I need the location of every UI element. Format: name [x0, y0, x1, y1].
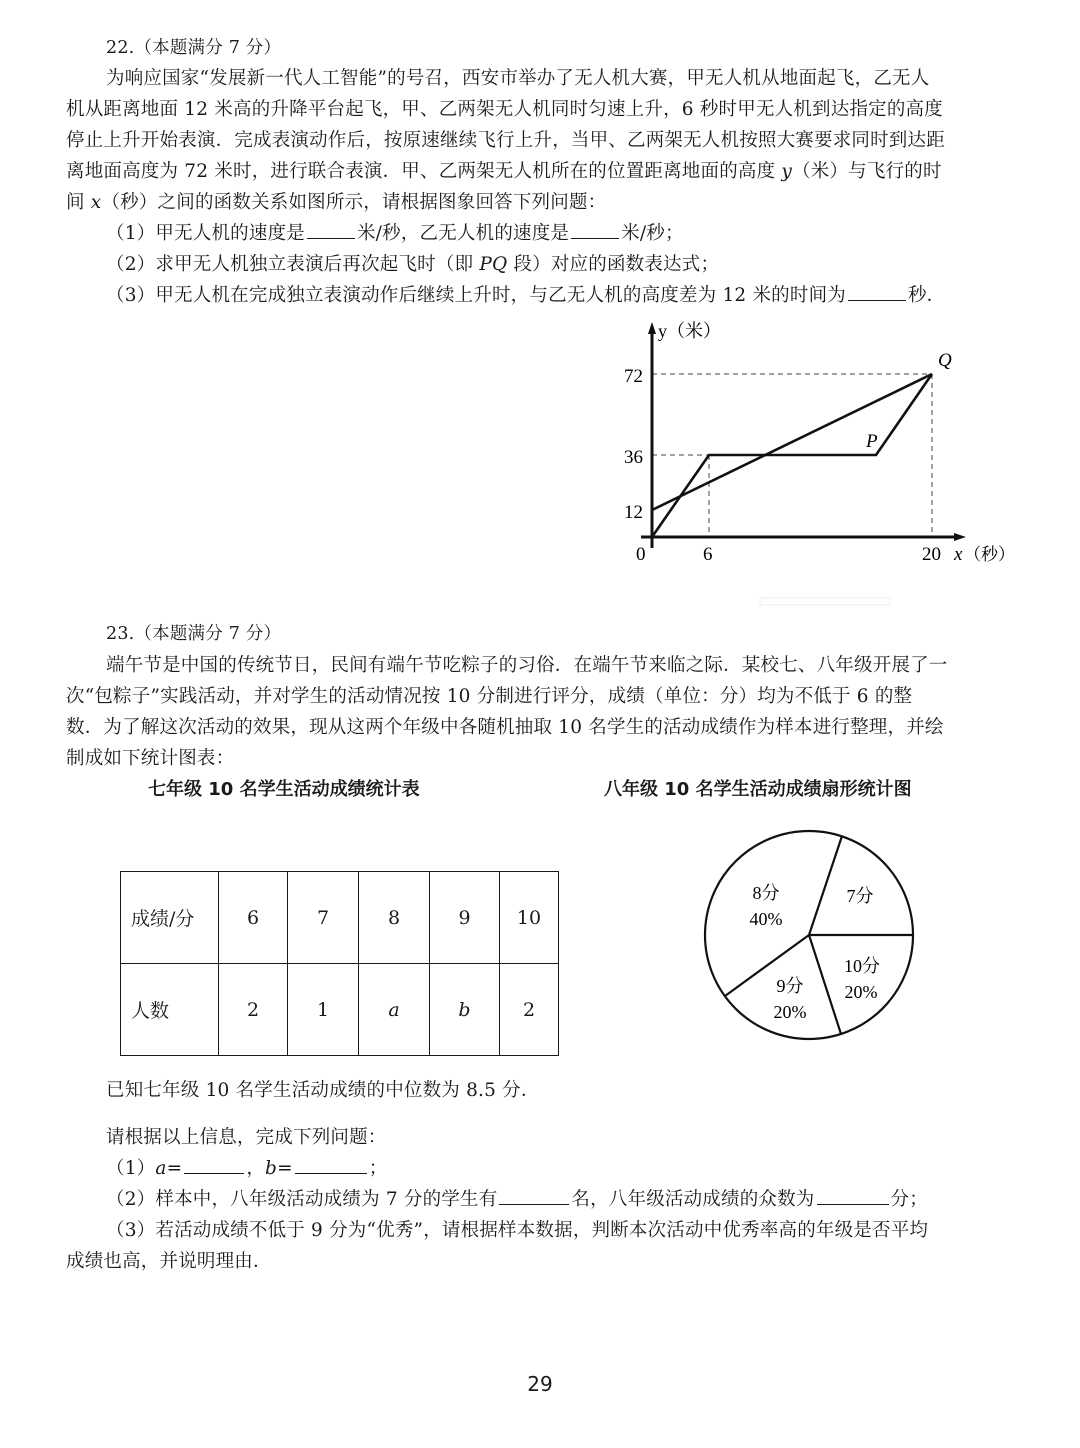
x-axis-var: x [954, 544, 963, 565]
table-cell: 1 [288, 964, 359, 1056]
var-y: y [781, 161, 793, 182]
equals-b: = [277, 1158, 293, 1179]
q23-text-line-2: 次“包粽子”实践活动，并对学生的活动情况按 10 分制进行评分，成绩（单位：分）均为不低于 6 的整 [66, 686, 913, 707]
var-b: b [265, 1158, 278, 1179]
x-axis-unit: （秒） [964, 545, 1015, 564]
pie-slice-7-label: 7分 [846, 886, 874, 906]
answer-blank-a[interactable] [184, 1155, 244, 1174]
q22-text-line-5-b: （秒）之间的函数关系如图所示，请根据图象回答下列问题： [101, 192, 607, 213]
pie-slice-8-percent: 40% [749, 909, 783, 929]
answer-blank-mode[interactable] [817, 1186, 889, 1205]
q22-sub1 [106, 218, 1076, 249]
page-number: 29 [527, 1372, 553, 1396]
table-cell: 6 [219, 872, 288, 964]
table-title: 七年级 10 名学生活动成绩统计表 [148, 779, 420, 800]
q23-sub1-a: （1） [106, 1158, 156, 1179]
answer-blank-speed-jia[interactable] [307, 220, 355, 239]
pie-slice-10-percent: 20% [844, 982, 878, 1002]
pie-slice-9-percent: 20% [773, 1002, 807, 1022]
q22-heading: 22.（本题满分 7 分） [106, 38, 282, 58]
table-cell: 7 [288, 872, 359, 964]
pie-slice-9-label: 9分 [776, 976, 804, 996]
origin-label: 0 [636, 544, 646, 565]
q23-sub2-a: （2）样本中，八年级活动成绩为 7 分的学生有 [106, 1189, 498, 1210]
q22-text-line-5-a: 间 [66, 192, 85, 213]
scan-artifact [760, 598, 890, 605]
pie-slice-10-label: 10分 [844, 956, 880, 976]
q22-text-line-4 [66, 156, 1036, 187]
equals-a: = [166, 1158, 183, 1179]
x-tick-20: 20 [922, 544, 941, 565]
var-x: x [90, 192, 102, 213]
answer-blank-b[interactable] [295, 1155, 367, 1174]
q23-heading: 23.（本题满分 7 分） [106, 624, 282, 644]
q22-sub1-a: （1）甲无人机的速度是 [106, 223, 305, 244]
pie-slice-8-label: 8分 [752, 883, 780, 903]
q23-text-line-1: 端午节是中国的传统节日，民间有端午节吃粽子的习俗．在端午节来临之际．某校七、八年级开展了一 [106, 655, 948, 676]
table-cell: 8 [359, 872, 430, 964]
table-cell-var-a: a [359, 964, 430, 1056]
q22-sub1-c: 米/秒； [621, 223, 684, 244]
point-p-label: P [866, 431, 878, 452]
q23-sub2-c: 分； [890, 1189, 928, 1210]
grade8-pie-chart [690, 820, 930, 1050]
q22-text-line-5 [66, 187, 1036, 218]
q22-text-line-1: 为响应国家“发展新一代人工智能”的号召，西安市举办了无人机大赛，甲无人机从地面起飞，乙无人 [106, 68, 930, 89]
q22-sub2-b: 段）对应的函数表达式； [507, 254, 720, 275]
y-axis-arrow-icon [648, 322, 656, 334]
series-jia-line [652, 374, 932, 537]
q23-sub1-sep: ， [246, 1158, 266, 1179]
y-tick-36: 36 [624, 447, 643, 468]
q22-text-line-2: 机从距离地面 12 米高的升降平台起飞，甲、乙两架无人机同时匀速上升，6 秒时甲无人机到达指定的高度 [66, 99, 943, 120]
q23-sub3-line-2: 成绩也高，并说明理由． [66, 1251, 272, 1272]
q22-text-line-3: 停止上升开始表演．完成表演动作后，按原速继续飞行上升，当甲、乙两架无人机按照大赛要求同时到达距 [66, 130, 945, 151]
x-axis-arrow-icon [954, 533, 966, 541]
var-a: a [155, 1158, 167, 1179]
answer-blank-count-7[interactable] [499, 1186, 569, 1205]
q23-text-line-3: 数．为了解这次活动的效果，现从这两个年级中各随机抽取 10 名学生的活动成绩作为样本进行整理，并绘 [66, 717, 944, 738]
table-header-count: 人数 [121, 964, 219, 1056]
q22-sub2-a: （2）求甲无人机独立表演后再次起飞时（即 [106, 254, 480, 275]
table-cell: 2 [219, 964, 288, 1056]
q23-text-line-4: 制成如下统计图表： [66, 748, 235, 769]
q22-sub2 [106, 249, 1076, 280]
grade7-score-table [120, 871, 559, 1056]
q22-sub1-b: 米/秒，乙无人机的速度是 [356, 223, 570, 244]
q23-sub1-end: ； [368, 1158, 388, 1179]
table-cell-var-b: b [430, 964, 500, 1056]
table-header-score: 成绩/分 [121, 872, 219, 964]
answer-blank-time[interactable] [848, 282, 906, 301]
q22-sub3 [106, 280, 1076, 311]
q22-sub3-b: 秒． [907, 285, 946, 306]
table-cell: 2 [500, 964, 559, 1056]
q22-text-line-4-b: （米）与飞行的时 [792, 161, 942, 182]
y-tick-12: 12 [624, 502, 643, 523]
y-tick-72: 72 [624, 366, 643, 387]
drone-height-graph [600, 315, 1020, 615]
segment-pq: PQ [479, 254, 508, 275]
q23-sub3-line-1: （3）若活动成绩不低于 9 分为“优秀”，请根据样本数据，判断本次活动中优秀率高的年级是否平均 [106, 1220, 929, 1241]
table-cell: 9 [430, 872, 500, 964]
q22-text-line-4-a: 离地面高度为 72 米时，进行联合表演．甲、乙两架无人机所在的位置距离地面的高度 [66, 161, 776, 182]
q23-sub2-b: 名，八年级活动成绩的众数为 [571, 1189, 815, 1210]
q23-sub2 [106, 1184, 1076, 1215]
median-note: 已知七年级 10 名学生活动成绩的中位数为 8.5 分． [106, 1080, 540, 1101]
table-row-counts [121, 964, 559, 1056]
table-row-scores [121, 872, 559, 964]
table-cell: 10 [500, 872, 559, 964]
q22-sub3-a: （3）甲无人机在完成独立表演动作后继续上升时，与乙无人机的高度差为 12 米的时间为 [106, 285, 846, 306]
answer-blank-speed-yi[interactable] [571, 220, 619, 239]
pie-title: 八年级 10 名学生活动成绩扇形统计图 [604, 779, 912, 800]
q23-sub1 [106, 1153, 1076, 1184]
q23-prompt: 请根据以上信息，完成下列问题： [106, 1127, 387, 1148]
x-tick-6: 6 [703, 544, 713, 565]
y-axis-label: y（米） [658, 321, 721, 341]
series-yi-line [652, 374, 932, 510]
point-q-label: Q [938, 350, 952, 371]
